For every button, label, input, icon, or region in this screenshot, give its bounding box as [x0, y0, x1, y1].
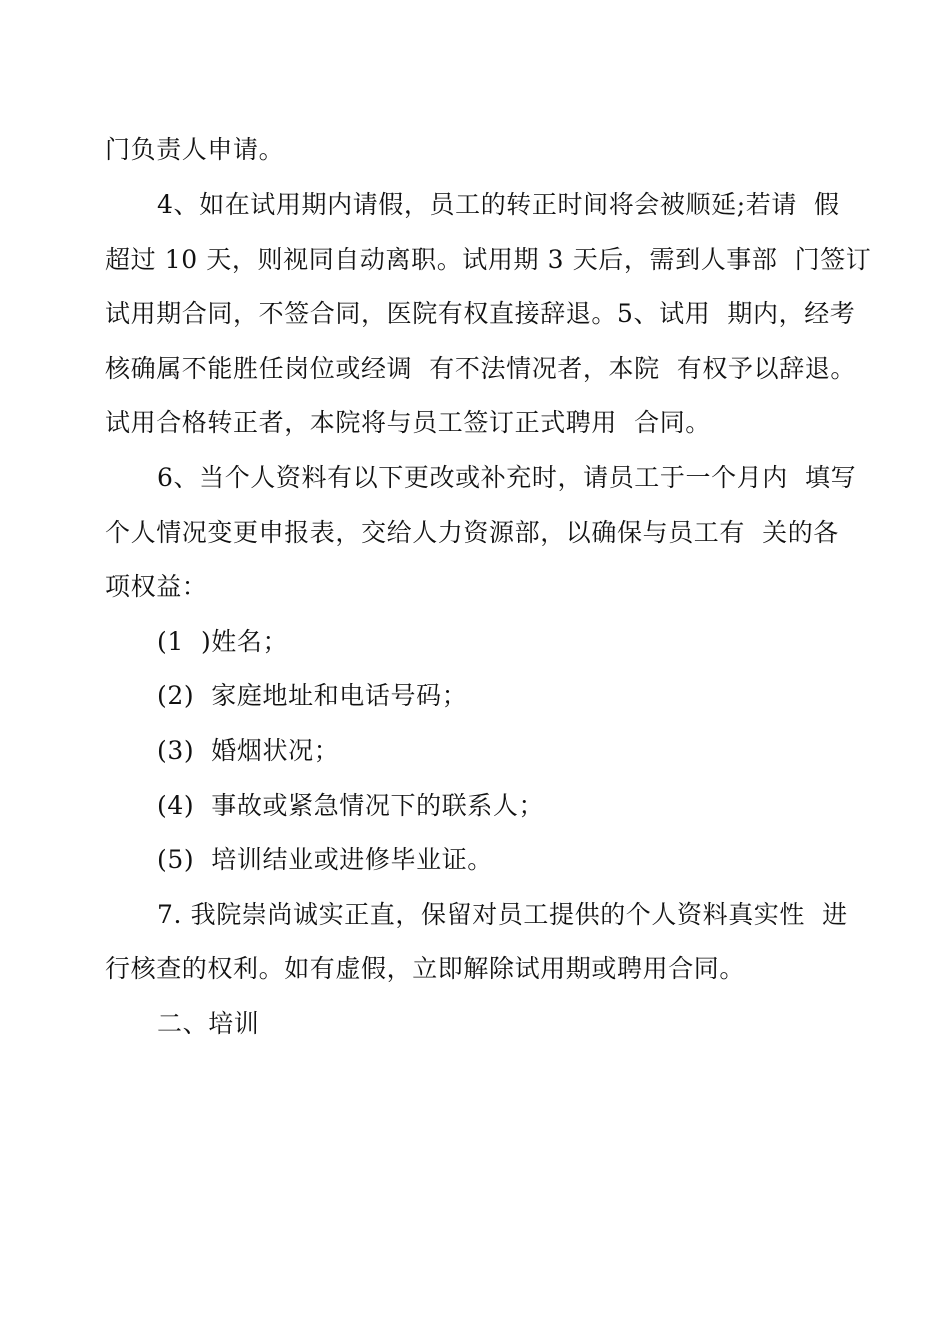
text-line-7: 6、当个人资料有以下更改或补充时，请员工于一个月内 填写 — [157, 463, 857, 492]
text-line-6: 试用合格转正者，本院将与员工签订正式聘用 合同。 — [105, 408, 711, 437]
text-line-5: 核确属不能胜任岗位或经调 有不法情况者，本院 有权予以辞退。 — [105, 354, 856, 383]
text-line-4: 试用期合同，不签合同，医院有权直接辞退。5、试用 期内，经考 — [105, 299, 856, 328]
text-line-16: 行核查的权利。如有虚假，立即解除试用期或聘用合同。 — [105, 954, 746, 983]
text-line-15: 7. 我院崇尚诚实正直，保留对员工提供的个人资料真实性 进 — [157, 900, 848, 929]
text-line-9: 项权益： — [105, 572, 208, 601]
text-line-1: 门负责人申请。 — [105, 135, 285, 164]
list-item-5: (5) 培训结业或进修毕业证。 — [157, 845, 493, 874]
list-item-4: (4) 事故或紧急情况下的联系人； — [157, 791, 545, 820]
list-item-1: (1 )姓名； — [157, 627, 289, 656]
text-line-8: 个人情况变更申报表，交给人力资源部，以确保与员工有 关的各 — [105, 518, 839, 547]
text-line-3: 超过 10 天，则视同自动离职。试用期 3 天后，需到人事部 门签订 — [105, 245, 872, 274]
text-line-2: 4、如在试用期内请假，员工的转正时间将会被顺延;若请 假 — [157, 190, 840, 219]
list-item-3: (3) 婚烟状况； — [157, 736, 340, 765]
list-item-2: (2) 家庭地址和电话号码； — [157, 681, 468, 710]
section-heading: 二、培训 — [157, 1009, 260, 1038]
